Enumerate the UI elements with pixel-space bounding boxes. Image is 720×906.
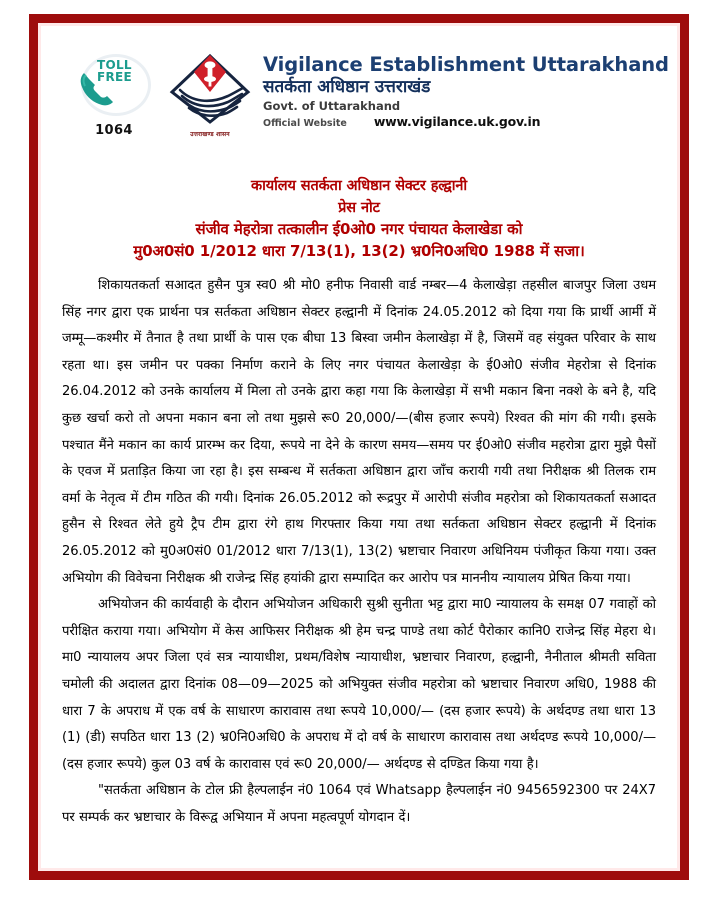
document-header xyxy=(62,40,669,160)
government-line: Govt. of Uttarakhand xyxy=(263,99,401,113)
body-paragraph-3-helpline: "सतर्कता अधिष्ठान के टोल फ्री हैल्पलाईन नं0 1064 एवं Whatsapp हैल्पलाईन नं0 9456592300 पर 24X7 पर सम्पर्क कर भ्रष्टाचार के विरूद्व अभियान में अपना महत्वपूर्ण योगदान दें। xyxy=(62,783,656,825)
title-subject-line-1: संजीव मेहरोत्रा तत्कालीन ई0ओ0 नगर पंचायत केलाखेडा को xyxy=(195,220,523,238)
website-url[interactable]: www.vigilance.uk.gov.in xyxy=(373,114,541,129)
title-office-line: कार्यालय सतर्कता अधिष्ठान सेक्टर हल्द्वानी xyxy=(250,178,468,194)
official-website-label: Official Website xyxy=(263,118,347,129)
press-note-title xyxy=(62,176,656,262)
press-note-body xyxy=(62,273,656,831)
toll-free-label-line2: FREE xyxy=(97,69,133,84)
toll-free-label xyxy=(97,60,132,83)
body-paragraph-2: अभियोजन की कार्यवाही के दौरान अभियोजन अधिकारी सुश्री सुनीता भट्ट द्वारा मा0 न्यायालय के समक्ष 07 गवाहों को परीक्षित कराया गया। अभियोग में केस आफिसर निरीक्षक श्री हेम चन्द्र पाण्डे तथा कोर्ट पैरोकार कानि0 राजेन्द्र सिंह मेहरा थे। मा0 न्यायालय अपर जिला एवं सत्र न्यायाधीश, प्रथम/विशेष न्यायाधीश, भ्रष्टाचार निवारण, हल्द्वानी, नैनीताल श्रीमती सविता चमोली की अदालत द्वारा दिनांक 08—09—2025 को अभियुक्त संजीव महरोत्रा को भ्रष्टाचार निवारण अधि0, 1988 की धारा 7 के अपराध में एक वर्ष के साधारण कारावास तथा रूपये 10,000/— (दस हजार रूपये) के अर्थदण्ड तथा धारा 13 (1) (डी) सपठित धारा 13 (2) भ्र0नि0अधि0 के अपराध में दो वर्ष के साधारण कारावास तथा अर्थदण्ड रूपये 10,000/— (दस हजार रूपये) कुल 03 वर्ष के कारावास एवं रू0 20,000/— अर्थदण्ड से दण्डित किया गया है। xyxy=(62,597,656,772)
brand-text-block xyxy=(254,52,669,129)
toll-free-label-line1: TOLL xyxy=(97,58,132,72)
toll-free-block xyxy=(62,40,166,138)
emblem-caption: उत्तराखण्ड शासन xyxy=(190,131,230,138)
press-note-document xyxy=(41,26,677,868)
uttarakhand-government-emblem-icon xyxy=(166,52,254,138)
title-press-note-line: प्रेस नोट xyxy=(338,199,380,216)
toll-free-number: 1064 xyxy=(95,123,133,138)
brand-block xyxy=(166,40,669,138)
body-paragraph-1: शिकायतकर्ता सआदत हुसैन पुत्र स्व0 श्री मो0 हनीफ निवासी वार्ड नम्बर—4 केलाखेड़ा तहसील बाजपुर जिला उधम सिंह नगर द्वारा एक प्रार्थना पत्र सर्तकता अधिष्ठान सेक्टर हल्द्वानी में दिनांक 24.05.2012 को दिया गया कि प्रार्थी आर्मी में जम्मू—कश्मीर में तैनात है तथा प्रार्थी के पास एक बीघा 13 बिस्वा जमीन केलाखेड़ा में है, जिसमें वह संयुक्त परिवार के साथ रहता था। इस जमीन पर पक्का निर्माण कराने के लिए नगर पंचायत केलाखेड़ा के ई0ओ0 संजीव मेहरोत्रा से दिनांक 26.04.2012 को उनके कार्यालय में मिला तो उनके द्वारा कहा गया कि केलाखेड़ा में सभी मकान बिना नक्शे के बने है, यदि कुछ खर्चा करो तो अपना मकान बना लो तथा मुझसे रू0 20,000/—(बीस हजार रूपये) रिश्वत की मांग की गयी। इसके पश्चात मैंने मकान का कार्य प्रारम्भ कर दिया, रूपये ना देने के कारण समय—समय पर ई0ओ0 संजीव महरोत्रा द्वारा मुझे पैसों के एवज में प्रताड़ित किया जा रहा है। इस सम्बन्ध में सर्तकता अधिष्ठान द्वारा जॉंच करायी गयी तथा निरीक्षक श्री तिलक राम वर्मा के नेतृत्व में टीम गठित की गयी। दिनांक 26.05.2012 को रूद्रपुर में आरोपी संजीव महरोत्रा को शिकायतकर्ता सआदत हुसैन से रिश्वत लेते हुये ट्रैप टीम द्वारा रंगे हाथ गिरफ्तार किया गया तथा सर्तकता अधिष्ठान सेक्टर हल्द्वानी में दिनांक 26.05.2012 को मु0अ0सं0 01/2012 धारा 7/13(1), 13(2) भ्रष्टाचार निवारण अधिनियम पंजीकृत किया गया। उक्त अभियोग की विवेचना निरीक्षक श्री राजेन्द्र सिंह हयांकी द्वारा सम्पादित कर आरोप पत्र माननीय न्यायालय प्रेषित किया गया। xyxy=(62,278,656,586)
website-row xyxy=(263,114,669,129)
organization-name-hindi: सतर्कता अधिष्ठान उत्तराखंड xyxy=(263,77,431,97)
toll-free-badge xyxy=(75,52,153,114)
organization-name-english: Vigilance Establishment Uttarakhand xyxy=(263,53,669,76)
title-subject-line-2: मु0अ0सं0 1/2012 धारा 7/13(1), 13(2) भ्र0नि0अधि0 1988 में सजा। xyxy=(133,241,585,260)
